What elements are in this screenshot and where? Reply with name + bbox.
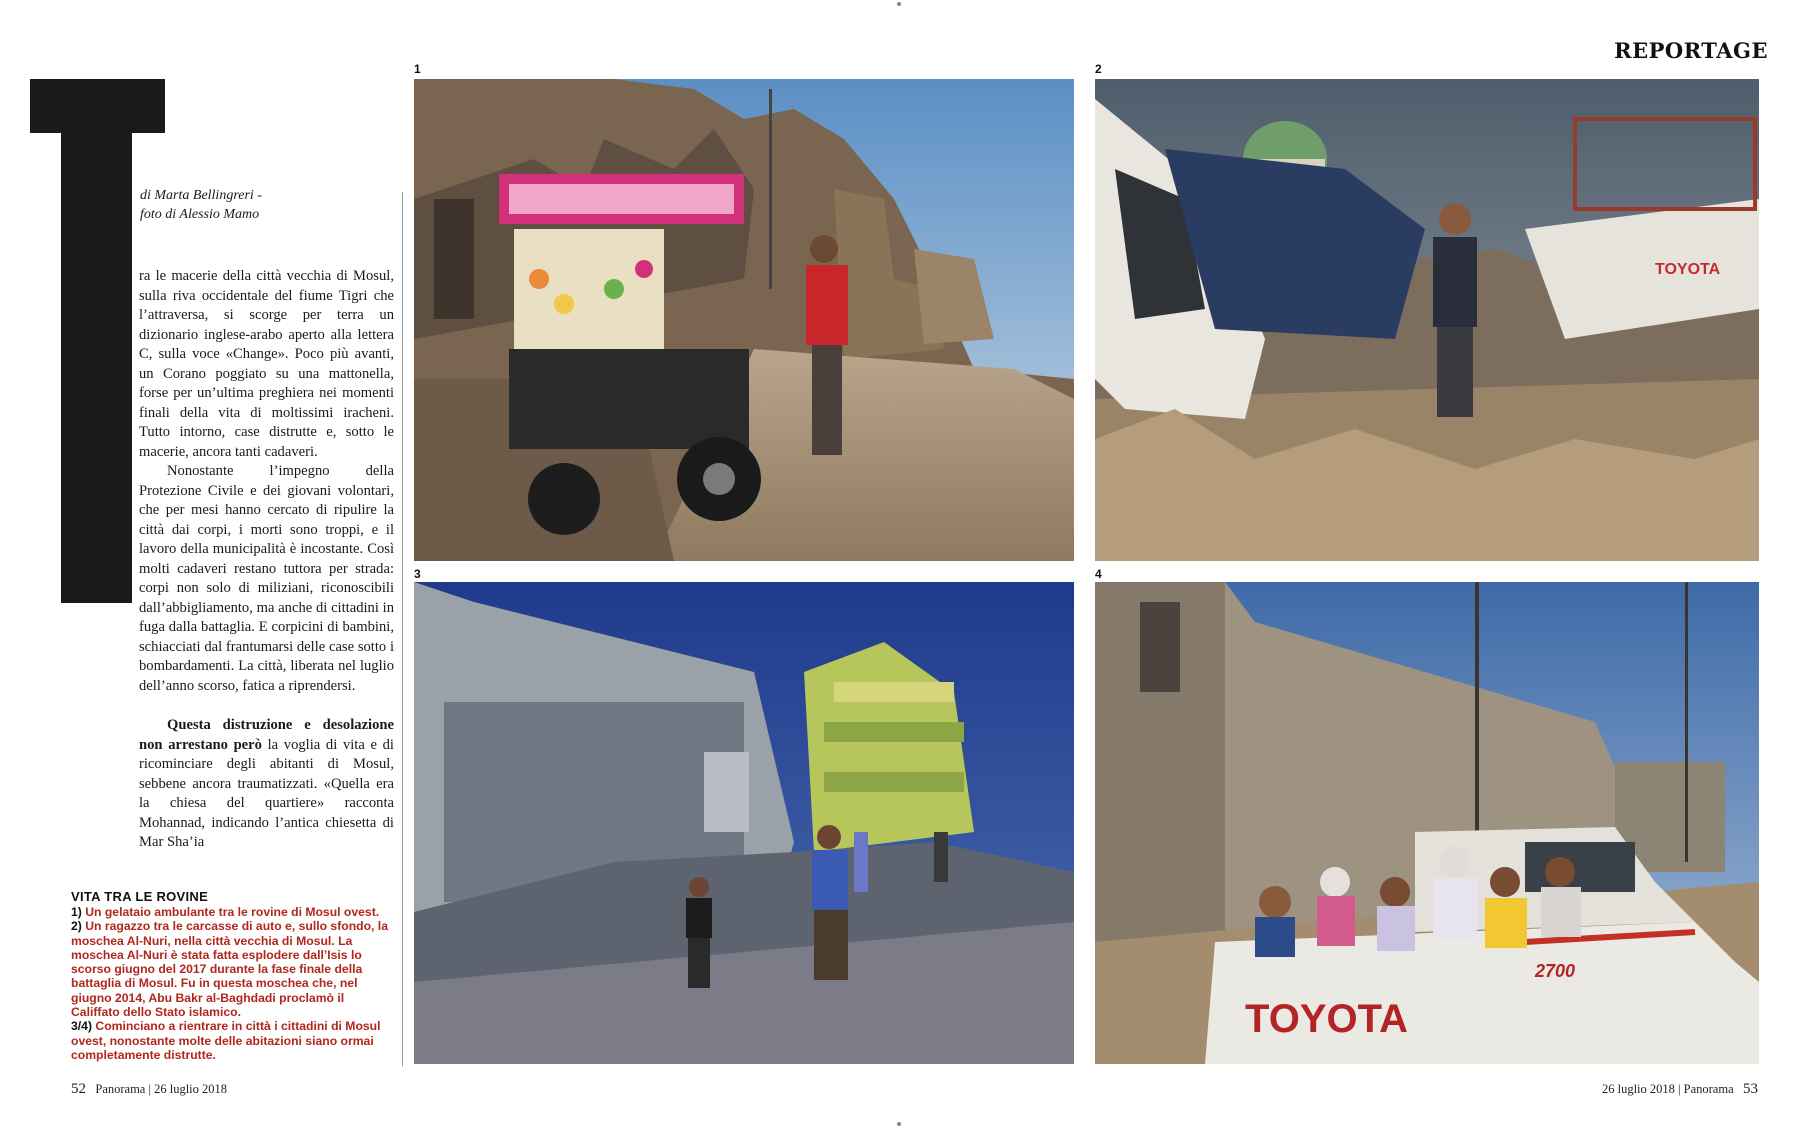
footer-right-text: 26 luglio 2018 | Panorama	[1601, 1082, 1734, 1096]
dropcap-t-stem	[61, 79, 132, 603]
article-body	[139, 267, 394, 853]
fold-mark-top	[897, 2, 901, 6]
byline-photos: foto di Alessio Mamo	[140, 207, 260, 222]
caption-2-text: Un ragazzo tra le carcasse di auto e, sullo sfondo, la moschea Al-Nuri, nella città vecchia di Mosul. La moschea Al-Nuri è stata fatta esplodere dall’Isis lo scorso giugno del 2017 durante la fase finale della battaglia di Mosul. Fu in questa moschea che, nel giugno 2014, Abu Bakr al-Baghdadi proclamò il Califfato dello Stato islamico.	[71, 919, 388, 1020]
photo-4-children-pickup	[1095, 582, 1759, 1064]
caption-2-number: 2)	[71, 919, 82, 934]
article-paragraph-3	[139, 716, 394, 853]
footer-left-text: Panorama | 26 luglio 2018	[95, 1082, 228, 1096]
photo-2-number: 2	[1095, 62, 1102, 76]
photo-3-number: 3	[414, 567, 421, 581]
article-paragraph-2: Nonostante l’impegno della Protezione Civile e dei giovani volontari, che per mesi hanno cercato di ripulire la città dai corpi, i morti sono troppi, e il lavoro della municipalità è incostante. Così molti cadaveri restano tuttora per strada: corpi non solo di miliziani, riconoscibili dall’abbigliamento, ma anche di cittadini in fuga dalla battaglia. E corpicini di bambini, schiacciati dal frantumarsi delle case sotto i bombardamenti. La città, liberata nel luglio dell’anno scorso, fatica a riprendersi.	[139, 463, 394, 694]
photo-1-ice-cream-vendor	[414, 79, 1074, 561]
byline-author: di Marta Bellingreri -	[140, 188, 262, 203]
article-paragraph-3-lead: Questa distruzione e desolazione non arrestano però	[139, 717, 394, 753]
footer-right-page-number: 53	[1743, 1081, 1758, 1097]
caption-3-text: Cominciano a rientrare in città i cittadini di Mosul ovest, nonostante molte delle abitazioni siano ormai completamente distrutte.	[71, 1019, 381, 1062]
footer-left	[71, 1081, 227, 1098]
article-paragraph-3-text: la voglia di vita e di ricominciare degli abitanti di Mosul, sebbene ancora traumatizzati. «Quella era la chiesa del quartiere» racconta Mohannad, indicando l’antica chiesetta di Mar Sha’ia	[139, 736, 394, 850]
photo-1-number: 1	[414, 62, 421, 76]
photo-4-truck-brand: TOYOTA	[1245, 997, 1408, 1041]
photo-captions	[71, 905, 391, 1062]
photo-3-evening-street	[414, 582, 1074, 1064]
caption-1-number: 1)	[71, 905, 82, 919]
photo-2-pickup-brand: TOYOTA	[1655, 261, 1721, 278]
article-paragraph-1: ra le macerie della città vecchia di Mosul, sulla riva occidentale del fiume Tigri che l’attraversa, si scorge per terra un dizionario inglese-arabo aperto alla lettera C, sulla voce «Change». Poco più avanti, un Corano poggiato su una mattonella, forse per un’ultima preghiera nei momenti finali della vita di moltissimi iracheni. Tutto intorno, case distrutte e, sotto le macerie, ancora tanti cadaveri.	[139, 268, 394, 460]
photo-2-boy-wreckage	[1095, 79, 1759, 561]
byline	[140, 186, 262, 224]
footer-left-page-number: 52	[71, 1081, 86, 1097]
footer-right	[1602, 1081, 1758, 1098]
caption-3-number: 3/4)	[71, 1019, 93, 1034]
photo-4-truck-model: 2700	[1535, 961, 1576, 981]
fold-mark-bottom	[897, 1122, 901, 1126]
column-rule	[402, 192, 403, 1066]
section-label: REPORTAGE	[1614, 38, 1768, 63]
caption-title: VITA TRA LE ROVINE	[71, 889, 209, 904]
caption-1-text: Un gelataio ambulante tra le rovine di Mosul ovest.	[85, 905, 380, 919]
photo-4-number: 4	[1095, 567, 1102, 581]
